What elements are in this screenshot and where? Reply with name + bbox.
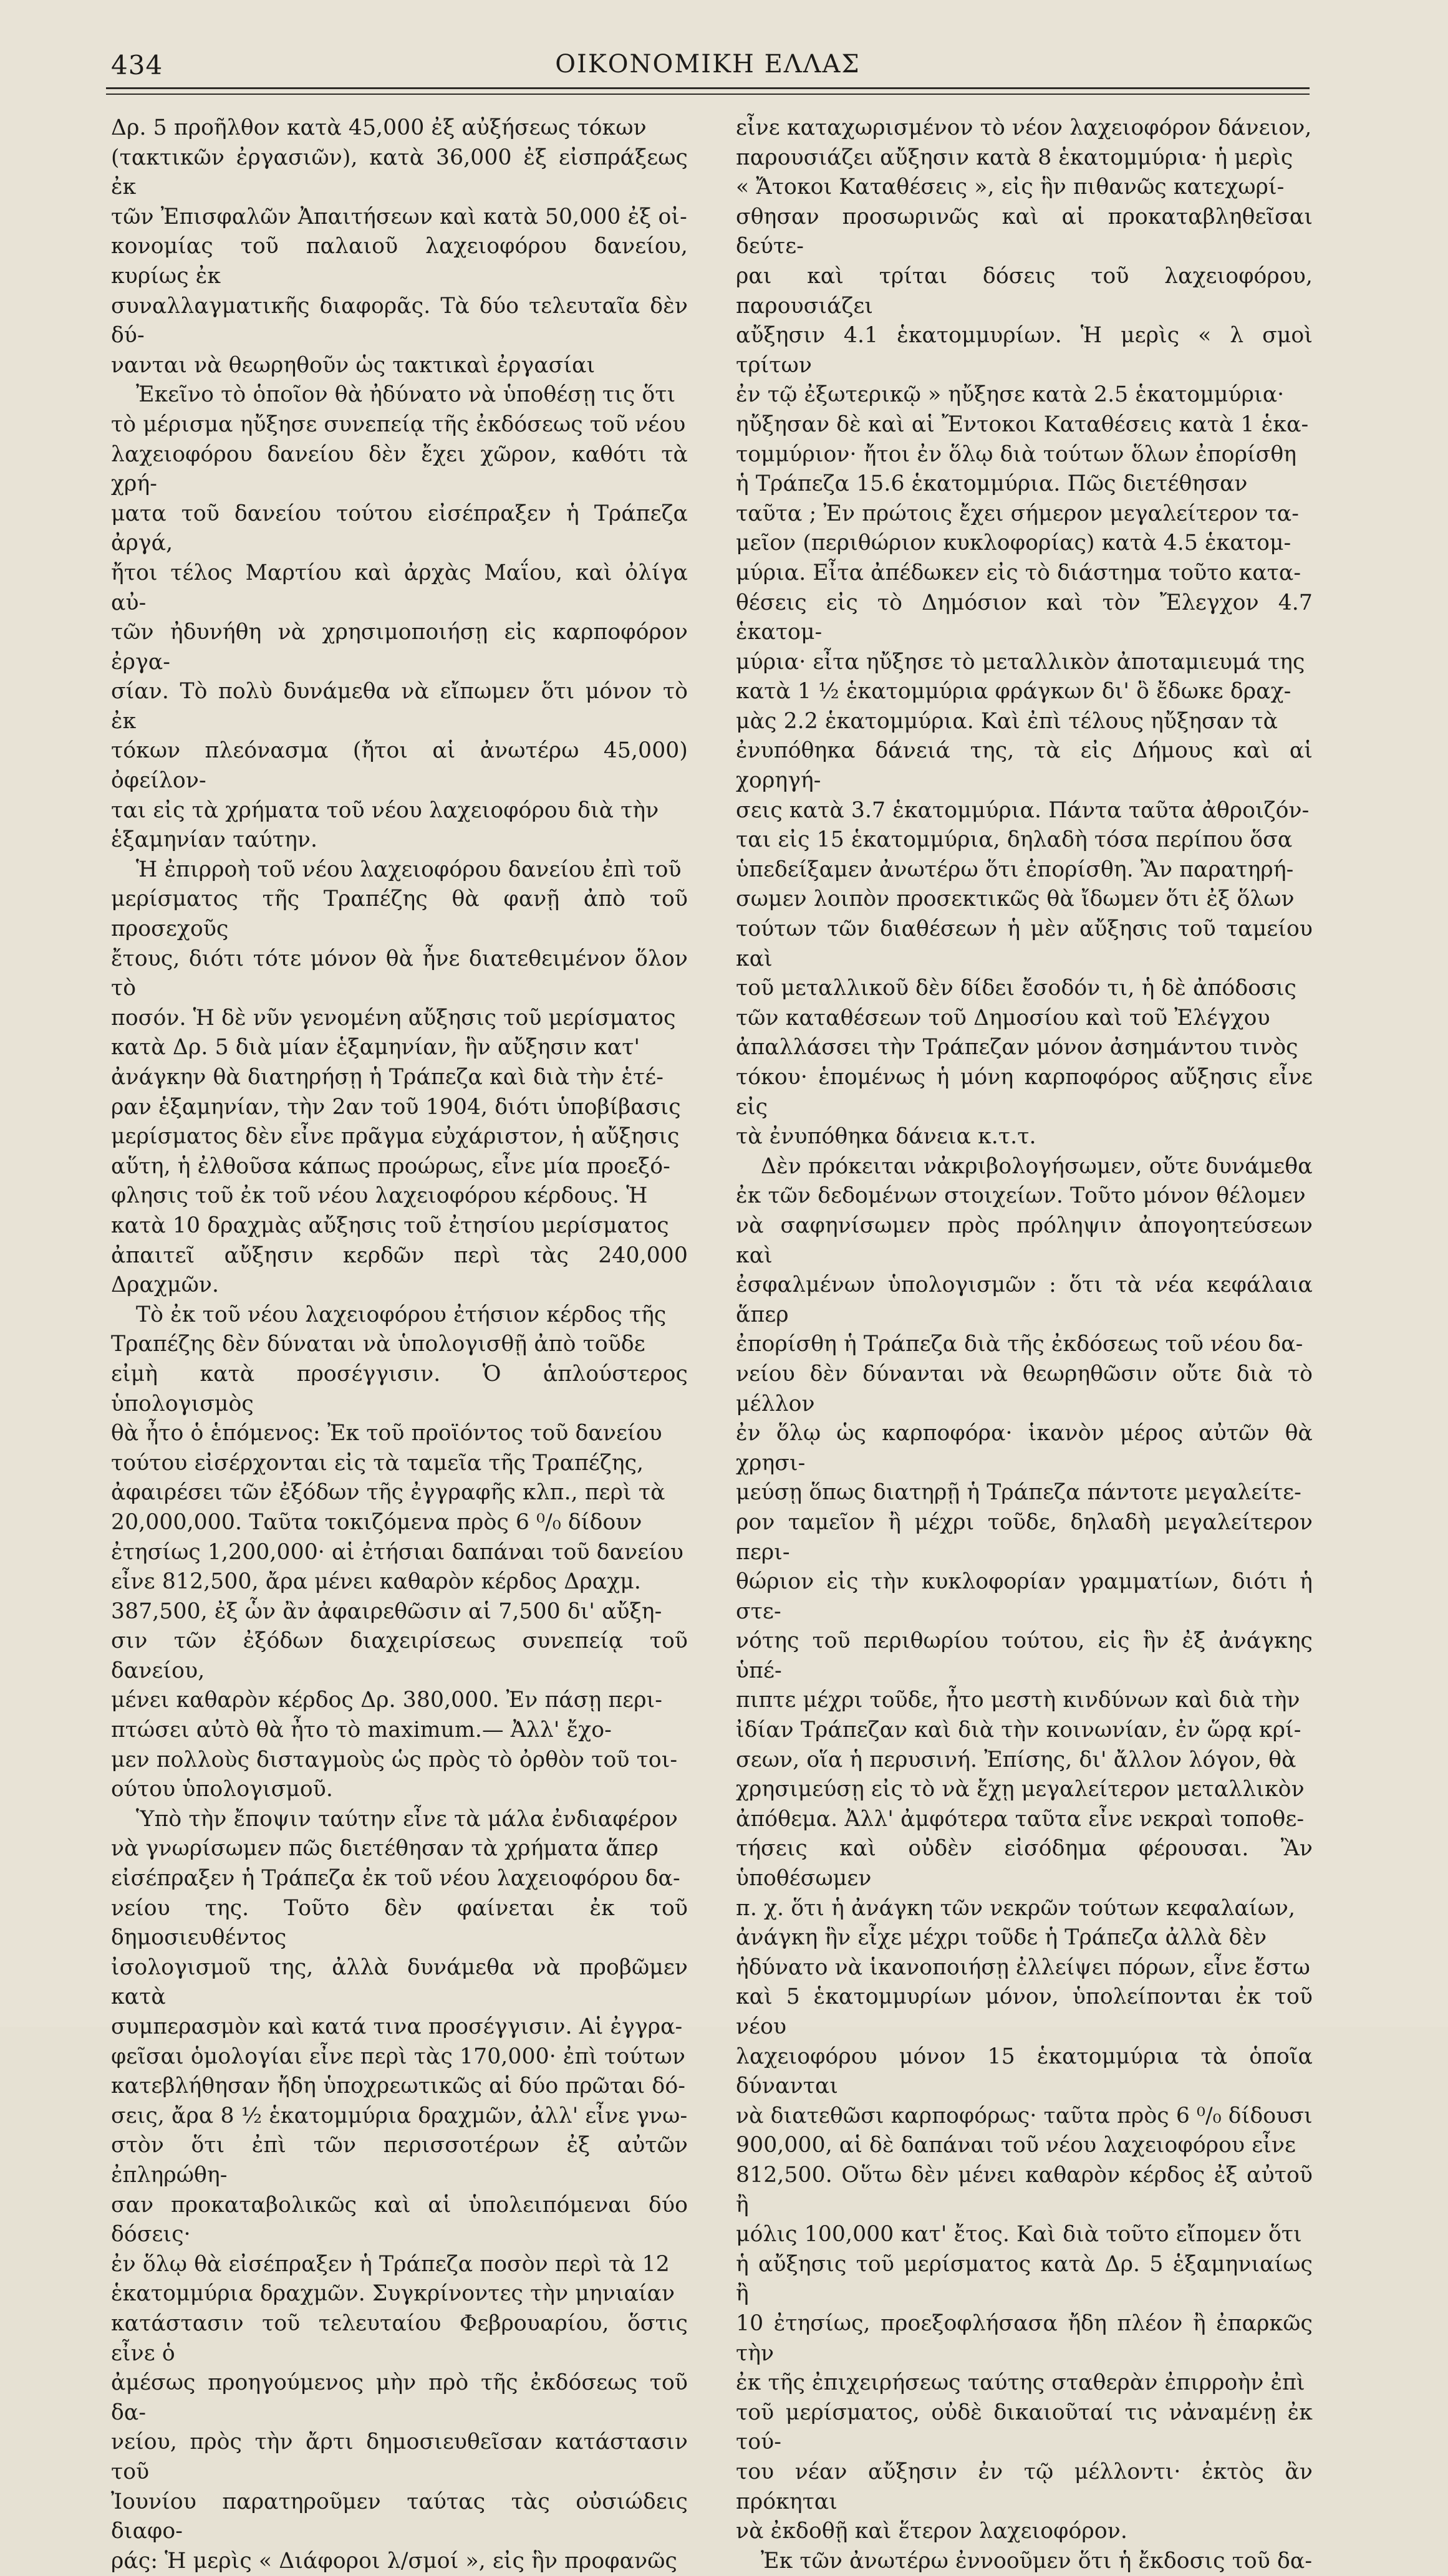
paragraph: Δρ. 5 προῆλθον κατὰ 45,000 ἐξ αὐξήσεως τόκων (τακτικῶν ἐργασιῶν), κατὰ 36,000 ἐξ εἰσπράξεως ἐκ τῶν Ἐπισφαλῶν Ἀπαιτήσεων καὶ κατὰ 50,000 ἐξ οἰ- κονομίας τοῦ παλαιοῦ λαχειοφόρου δανείου, κυρίως ἐκ συναλλαγματικῆς διαφορᾶς. Τὰ δύο τελευταῖα δὲν δύ- νανται νὰ θεωρηθοῦν ὡς τακτικαὶ ἐργασίαι <box>111 115 688 378</box>
header-rule <box>106 87 1310 89</box>
page-number: 434 <box>111 50 163 80</box>
paragraph: Τὸ ἐκ τοῦ νέου λαχειοφόρου ἐτήσιον κέρδος τῆς Τραπέζης δὲν δύναται νὰ ὑπολογισθῇ ἀπὸ τοῦδε εἰμὴ κατὰ προσέγγισιν. Ὁ ἁπλούστερος ὑπολογισμὸς θὰ ἦτο ὁ ἑπόμενος: Ἐκ τοῦ προϊόντος τοῦ δανείου τούτου εἰσέρχονται εἰς τὰ ταμεῖα τῆς Τραπέζης, ἀφαιρέσει τῶν ἐξόδων τῆς ἐγγραφῆς κλπ., περὶ τὰ 20,000,000. Ταῦτα τοκιζόμενα πρὸς 6 ⁰/₀ δίδουν ἐτησίως 1,200,000· αἱ ἐτήσιαι δαπάναι τοῦ δανείου εἶνε 812,500, ἄρα μένει καθαρὸν κέρδος Δραχμ. 387,500, ἐξ ὧν ἂν ἀφαιρεθῶσιν αἱ 7,500 δι' αὔξη- σιν τῶν ἐξόδων διαχειρίσεως συνεπείᾳ τοῦ δανείου, μένει καθαρὸν κέρδος Δρ. 380,000. Ἐν πάσῃ περι- πτώσει αὐτὸ θὰ ἦτο τὸ maximum.— Ἀλλ' ἔχο- μεν πολλοὺς δισταγμοὺς ὡς πρὸς τὸ ὀρθὸν τοῦ τοι- ούτου ὑπολογισμοῦ. <box>111 1302 688 1802</box>
paragraph: Ἐκ τῶν ἀνωτέρω ἐννοοῦμεν ὅτι ἡ ἔκδοσις τοῦ δα- <box>761 2548 1313 2574</box>
page-header <box>106 45 1310 89</box>
left-column <box>111 113 688 2574</box>
paragraph: Δὲν πρόκειται νἀκριβολογήσωμεν, οὔτε δυνάμεθα ἐκ τῶν δεδομένων στοιχείων. Τοῦτο μόνον θέλομεν νὰ σαφηνίσωμεν πρὸς πρόληψιν ἀπογοητεύσεων καὶ ἐσφαλμένων ὑπολογισμῶν : ὅτι τὰ νέα κεφάλαια ἅπερ ἐπορίσθη ἡ Τράπεζα διὰ τῆς ἐκδόσεως τοῦ νέου δα- νείου δὲν δύνανται νὰ θεωρηθῶσιν οὔτε διὰ τὸ μέλλον ἐν ὅλῳ ὡς καρποφόρα· ἱκανὸν μέρος αὐτῶν θὰ χρησι- μεύσῃ ὅπως διατηρῇ ἡ Τράπεζα πάντοτε μεγαλείτε- ρον ταμεῖον ἢ μέχρι τοῦδε, δηλαδὴ μεγαλείτερον περι- θώριον εἰς τὴν κυκλοφορίαν γραμματίων, διότι ἡ στε- νότης τοῦ περιθωρίου τούτου, εἰς ἣν ἐξ ἀνάγκης ὑπέ- πιπτε μέχρι τοῦδε, ἦτο μεστὴ κινδύνων καὶ διὰ τὴν ἰδίαν Τράπεζαν καὶ διὰ τὴν κοινωνίαν, ἐν ὥρᾳ κρί- σεων, οἵα ἡ περυσινή. Ἐπίσης, δι' ἄλλον λόγον, θὰ χρησιμεύσῃ εἰς τὸ νὰ ἔχῃ μεγαλείτερον μεταλλικὸν ἀπόθεμα. Ἀλλ' ἀμφότερα ταῦτα εἶνε νεκραὶ τοποθε- τήσεις καὶ οὐδὲν εἰσόδημα φέρουσαι. Ἂν ὑποθέσωμεν π. χ. ὅτι ἡ ἀνάγκη τῶν νεκρῶν τούτων κεφαλαίων, ἀνάγκη ἣν εἶχε μέχρι τοῦδε ἡ Τράπεζα ἀλλὰ δὲν ἠδύνατο νὰ ἱκανοποιήσῃ ἐλλείψει πόρων, εἶνε ἔστω καὶ 5 ἑκατομμυρίων μόνον, ὑπολείπονται ἐκ τοῦ νέου λαχειοφόρου μόνον 15 ἑκατομμύρια τὰ ὁποῖα δύνανται νὰ διατεθῶσι καρποφόρως· ταῦτα πρὸς 6 ⁰/₀ δίδουσι 900,000, αἱ δὲ δαπάναι τοῦ νέου λαχειοφόρου εἶνε 812,500. Οὕτω δὲν μένει καθαρὸν κέρδος ἐξ αὐτοῦ ἢ μόλις 100,000 κατ' ἔτος. Καὶ διὰ τοῦτο εἴπομεν ὅτι ἡ αὔξησις τοῦ μερίσματος κατὰ Δρ. 5 ἑξαμηνιαίως ἢ 10 ἐτησίως, προεξοφλήσασα ἤδη πλέον ἢ ἐπαρκῶς τὴν ἐκ τῆς ἐπιχειρήσεως ταύτης σταθερὰν ἐπιρροὴν ἐπὶ τοῦ μερίσματος, οὐδὲ δικαιοῦταί τις νἀναμένῃ ἐκ τού- του νέαν αὔξησιν ἐν τῷ μέλλοντι· ἐκτὸς ἂν πρόκηται νὰ ἐκδοθῇ καὶ ἕτερον λαχειοφόρον. <box>736 1153 1313 2544</box>
paragraph: Ὑπὸ τὴν ἔποψιν ταύτην εἶνε τὰ μάλα ἐνδιαφέρον νὰ γνωρίσωμεν πῶς διετέθησαν τὰ χρήματα ἅπερ εἰσέπραξεν ἡ Τράπεζα ἐκ τοῦ νέου λαχειοφόρου δα- νείου της. Τοῦτο δὲν φαίνεται ἐκ τοῦ δημοσιευθέντος ἰσολογισμοῦ της, ἀλλὰ δυνάμεθα νὰ προβῶμεν κατὰ συμπερασμὸν καὶ κατά τινα προσέγγισιν. Αἱ ἐγγρα- φεῖσαι ὁμολογίαι εἶνε περὶ τὰς 170,000· ἐπὶ τούτων κατεβλήθησαν ἤδη ὑποχρεωτικῶς αἱ δύο πρῶται δό- σεις, ἄρα 8 ½ ἑκατομμύρια δραχμῶν, ἀλλ' εἶνε γνω- στὸν ὅτι ἐπὶ τῶν περισσοτέρων ἐξ αὐτῶν ἐπληρώθη- σαν προκαταβολικῶς καὶ αἱ ὑπολειπόμεναι δύο δόσεις· ἐν ὅλῳ θὰ εἰσέπραξεν ἡ Τράπεζα ποσὸν περὶ τὰ 12 ἑκατομμύρια δραχμῶν. Συγκρίνοντες τὴν μηνιαίαν κατάστασιν τοῦ τελευταίου Φεβρουαρίου, ὅστις εἶνε ὁ ἀμέσως προηγούμενος μὴν πρὸ τῆς ἐκδόσεως τοῦ δα- νείου, πρὸς τὴν ἄρτι δημοσιευθεῖσαν κατάστασιν τοῦ Ἰουνίου παρατηροῦμεν ταύτας τὰς οὐσιώδεις διαφο- ράς: Ἡ μερὶς « Διάφοροι λ/σμοί », εἰς ἣν προφανῶς <box>111 1806 688 2574</box>
paragraph: Ἡ ἐπιρροὴ τοῦ νέου λαχειοφόρου δανείου ἐπὶ τοῦ μερίσματος τῆς Τραπέζης θὰ φανῇ ἀπὸ τοῦ προσεχοῦς ἔτους, διότι τότε μόνον θὰ ἦνε διατεθειμένον ὅλον τὸ ποσόν. Ἡ δὲ νῦν γενομένη αὔξησις τοῦ μερίσματος κατὰ Δρ. 5 διὰ μίαν ἑξαμηνίαν, ἣν αὔξησιν κατ' ἀνάγκην θὰ διατηρήσῃ ἡ Τράπεζα καὶ διὰ τὴν ἑτέ- ραν ἑξαμηνίαν, τὴν 2αν τοῦ 1904, διότι ὑποβίβασις μερίσματος δὲν εἶνε πρᾶγμα εὐχάριστον, ἡ αὔξησις αὕτη, ἡ ἐλθοῦσα κάπως προώρως, εἶνε μία προεξό- φλησις τοῦ ἐκ τοῦ νέου λαχειοφόρου κέρδους. Ἡ κατὰ 10 δραχμὰς αὔξησις τοῦ ἐτησίου μερίσματος ἀπαιτεῖ αὔξησιν κερδῶν περὶ τὰς 240,000 Δραχμῶν. <box>111 857 688 1298</box>
paragraph: Ἐκεῖνο τὸ ὁποῖον θὰ ἠδύνατο νὰ ὑποθέσῃ τις ὅτι τὸ μέρισμα ηὔξησε συνεπείᾳ τῆς ἐκδόσεως τοῦ νέου λαχειοφόρου δανείου δὲν ἔχει χῶρον, καθότι τὰ χρή- ματα τοῦ δανείου τούτου εἰσέπραξεν ἡ Τράπεζα ἀργά, ἤτοι τέλος Μαρτίου καὶ ἀρχὰς Μαΐου, καὶ ὀλίγα αὐ- τῶν ἠδυνήθη νὰ χρησιμοποιήσῃ εἰς καρποφόρον ἐργα- σίαν. Τὸ πολὺ δυνάμεθα νὰ εἴπωμεν ὅτι μόνον τὸ ἐκ τόκων πλεόνασμα (ἤτοι αἱ ἀνωτέρω 45,000) ὀφείλον- ται εἰς τὰ χρήματα τοῦ νέου λαχειοφόρου διὰ τὴν ἑξαμηνίαν ταύτην. <box>111 382 688 853</box>
right-column <box>736 113 1313 2574</box>
paragraph: εἶνε καταχωρισμένον τὸ νέον λαχειοφόρον δάνειον, παρουσιάζει αὔξησιν κατὰ 8 ἑκατομμύρια· ἡ μερὶς « Ἄτοκοι Καταθέσεις », εἰς ἣν πιθανῶς κατεχωρί- σθησαν προσωρινῶς καὶ αἱ προκαταβληθεῖσαι δεύτε- ραι καὶ τρίται δόσεις τοῦ λαχειοφόρου, παρουσιάζει αὔξησιν 4.1 ἑκατομμυρίων. Ἡ μερὶς « λ σμοὶ τρίτων ἐν τῷ ἐξωτερικῷ » ηὔξησε κατὰ 2.5 ἑκατομμύρια· ηὔξησαν δὲ καὶ αἱ Ἔντοκοι Καταθέσεις κατὰ 1 ἑκα- τομμύριον· ἤτοι ἐν ὅλῳ διὰ τούτων ὅλων ἐπορίσθη ἡ Τράπεζα 15.6 ἑκατομμύρια. Πῶς διετέθησαν ταῦτα ; Ἐν πρώτοις ἔχει σήμερον μεγαλείτερον τα- μεῖον (περιθώριον κυκλοφορίας) κατὰ 4.5 ἑκατομ- μύρια. Εἶτα ἀπέδωκεν εἰς τὸ διάστημα τοῦτο κατα- θέσεις εἰς τὸ Δημόσιον καὶ τὸν Ἔλεγχον 4.7 ἑκατομ- μύρια· εἶτα ηὔξησε τὸ μεταλλικὸν ἀποταμιευμά της κατὰ 1 ½ ἑκατομμύρια φράγκων δι' ὃ ἔδωκε δραχ- μὰς 2.2 ἑκατομμύρια. Καὶ ἐπὶ τέλους ηὔξησαν τὰ ἐνυπόθηκα δάνειά της, τὰ εἰς Δήμους καὶ αἱ χορηγή- σεις κατὰ 3.7 ἑκατομμύρια. Πάντα ταῦτα ἀθροιζόν- ται εἰς 15 ἑκατομμύρια, δηλαδὴ τόσα περίπου ὅσα ὑπεδείξαμεν ἀνωτέρω ὅτι ἐπορίσθη. Ἂν παρατηρή- σωμεν λοιπὸν προσεκτικῶς θὰ ἴδωμεν ὅτι ἐξ ὅλων τούτων τῶν διαθέσεων ἡ μὲν αὔξησις τοῦ ταμείου καὶ τοῦ μεταλλικοῦ δὲν δίδει ἔσοδόν τι, ἡ δὲ ἀπόδοσις τῶν καταθέσεων τοῦ Δημοσίου καὶ τοῦ Ἐλέγχου ἀπαλλάσσει τὴν Τράπεζαν μόνον ἀσημάντου τινὸς τόκου· ἑπομένως ἡ μόνη καρποφόρος αὔξησις εἶνε εἰς τὰ ἐνυπόθηκα δάνεια κ.τ.τ. <box>736 115 1313 1150</box>
running-title: ΟΙΚΟΝΟΜΙΚΗ ΕΛΛΑΣ <box>555 50 861 79</box>
header-rule-thin <box>106 94 1310 95</box>
